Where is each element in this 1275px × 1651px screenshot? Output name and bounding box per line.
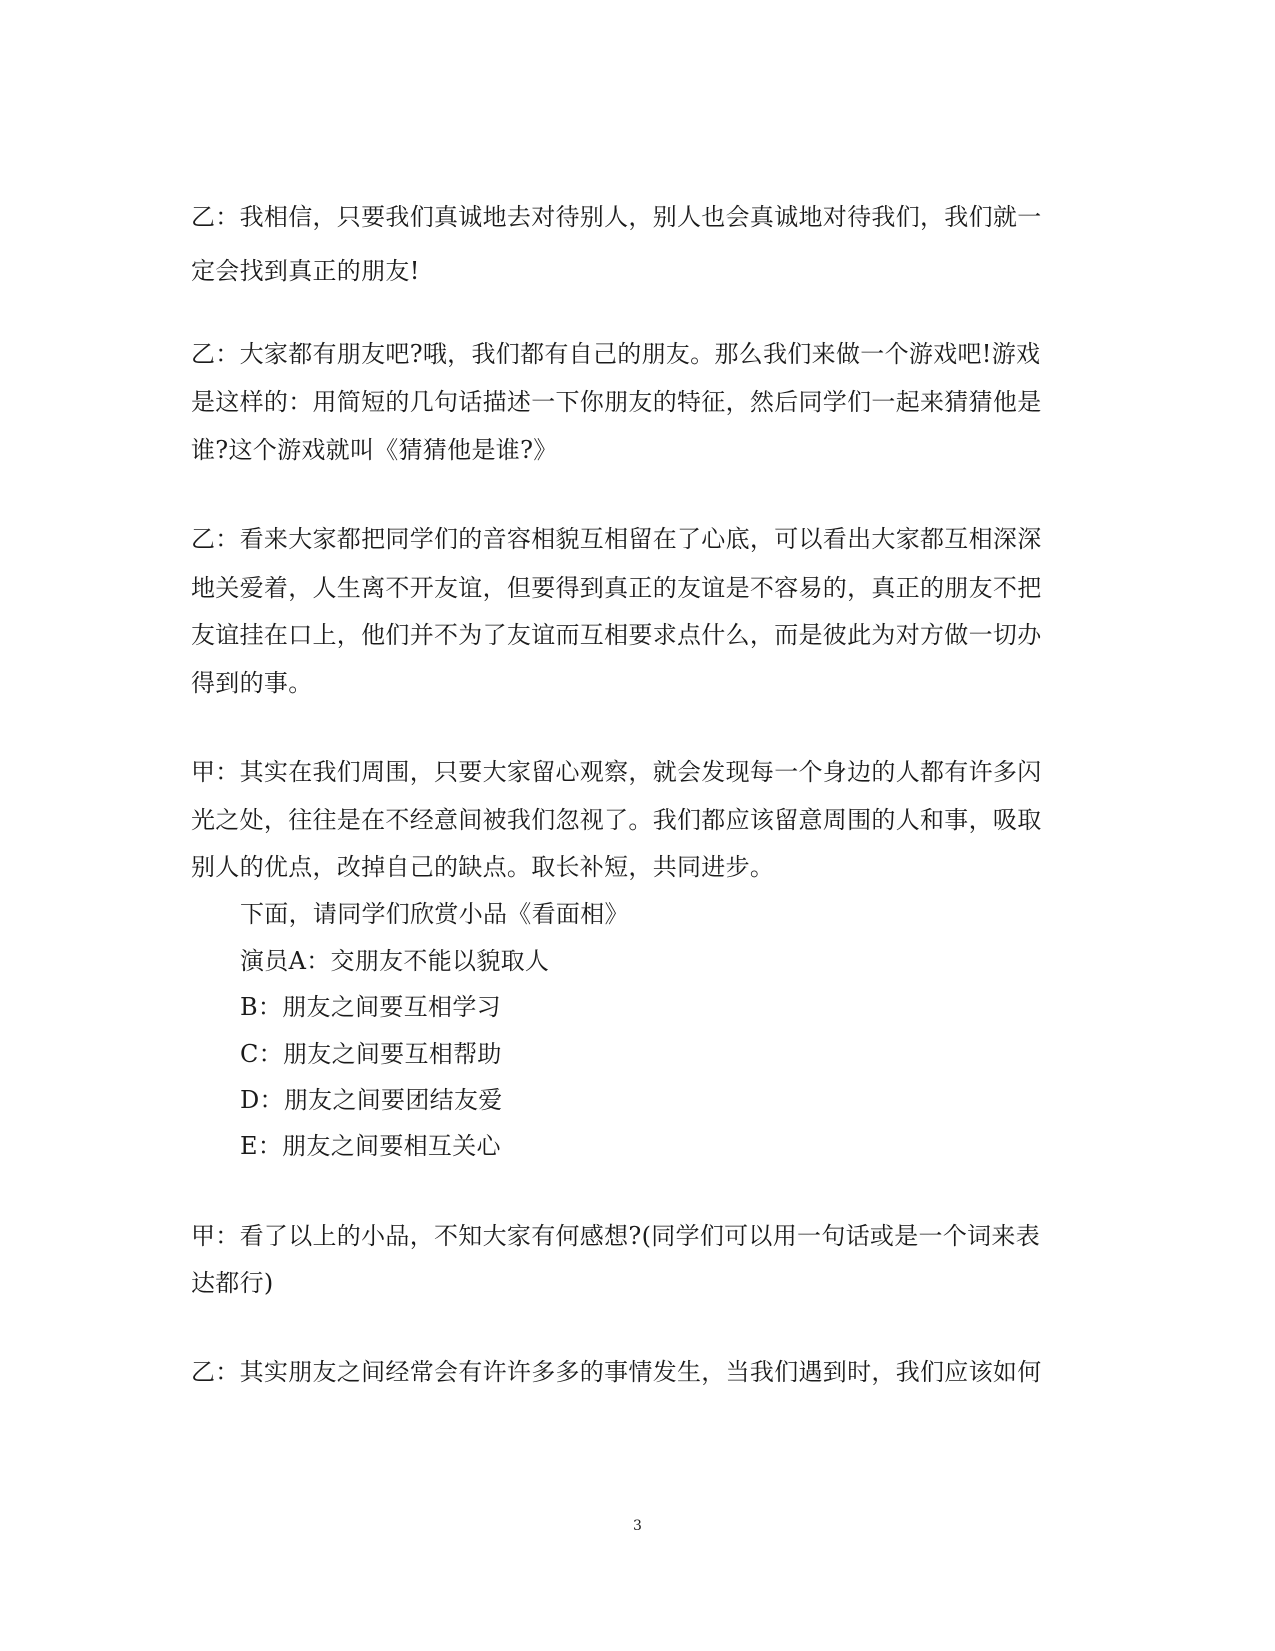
paragraph-3-line-4: 得到的事。: [191, 669, 313, 697]
actor-d-line: D：朋友之间要团结友爱: [240, 1086, 503, 1114]
paragraph-2-line-2: 是这样的：用简短的几句话描述一下你朋友的特征，然后同学们一起来猜猜他是: [191, 388, 1042, 416]
paragraph-3-line-3: 友谊挂在口上，他们并不为了友谊而互相要求点什么，而是彼此为对方做一切办: [191, 621, 1042, 649]
actor-b-line: B：朋友之间要互相学习: [240, 993, 501, 1021]
paragraph-3-line-1: 乙：看来大家都把同学们的音容相貌互相留在了心底，可以看出大家都互相深深: [191, 525, 1042, 553]
paragraph-4-line-2: 光之处，往往是在不经意间被我们忽视了。我们都应该留意周围的人和事，吸取: [191, 806, 1042, 834]
paragraph-1-line-1: 乙：我相信，只要我们真诚地去对待别人，别人也会真诚地对待我们，我们就一: [191, 203, 1042, 231]
paragraph-1-line-2: 定会找到真正的朋友!: [191, 257, 420, 285]
paragraph-2-line-1: 乙：大家都有朋友吧?哦，我们都有自己的朋友。那么我们来做一个游戏吧!游戏: [191, 340, 1041, 368]
actor-c-line: C：朋友之间要互相帮助: [240, 1040, 502, 1068]
paragraph-4-line-1: 甲：其实在我们周围，只要大家留心观察，就会发现每一个身边的人都有许多闪: [191, 758, 1042, 786]
actor-a-line: 演员A：交朋友不能以貌取人: [240, 947, 550, 975]
paragraph-2-line-3: 谁?这个游戏就叫《猜猜他是谁?》: [191, 436, 558, 464]
page-number: 3: [633, 1518, 642, 1534]
paragraph-6-line-2: 达都行): [191, 1269, 274, 1297]
paragraph-4-line-3: 别人的优点，改掉自己的缺点。取长补短，共同进步。: [191, 853, 775, 881]
sketch-intro-line: 下面，请同学们欣赏小品《看面相》: [240, 900, 629, 928]
actor-e-line: E：朋友之间要相互关心: [240, 1132, 501, 1160]
paragraph-7-line-1: 乙：其实朋友之间经常会有许许多多的事情发生，当我们遇到时，我们应该如何: [191, 1358, 1042, 1386]
paragraph-3-line-2: 地关爱着，人生离不开友谊，但要得到真正的友谊是不容易的，真正的朋友不把: [191, 574, 1042, 602]
paragraph-6-line-1: 甲：看了以上的小品，不知大家有何感想?(同学们可以用一句话或是一个词来表: [191, 1222, 1041, 1250]
